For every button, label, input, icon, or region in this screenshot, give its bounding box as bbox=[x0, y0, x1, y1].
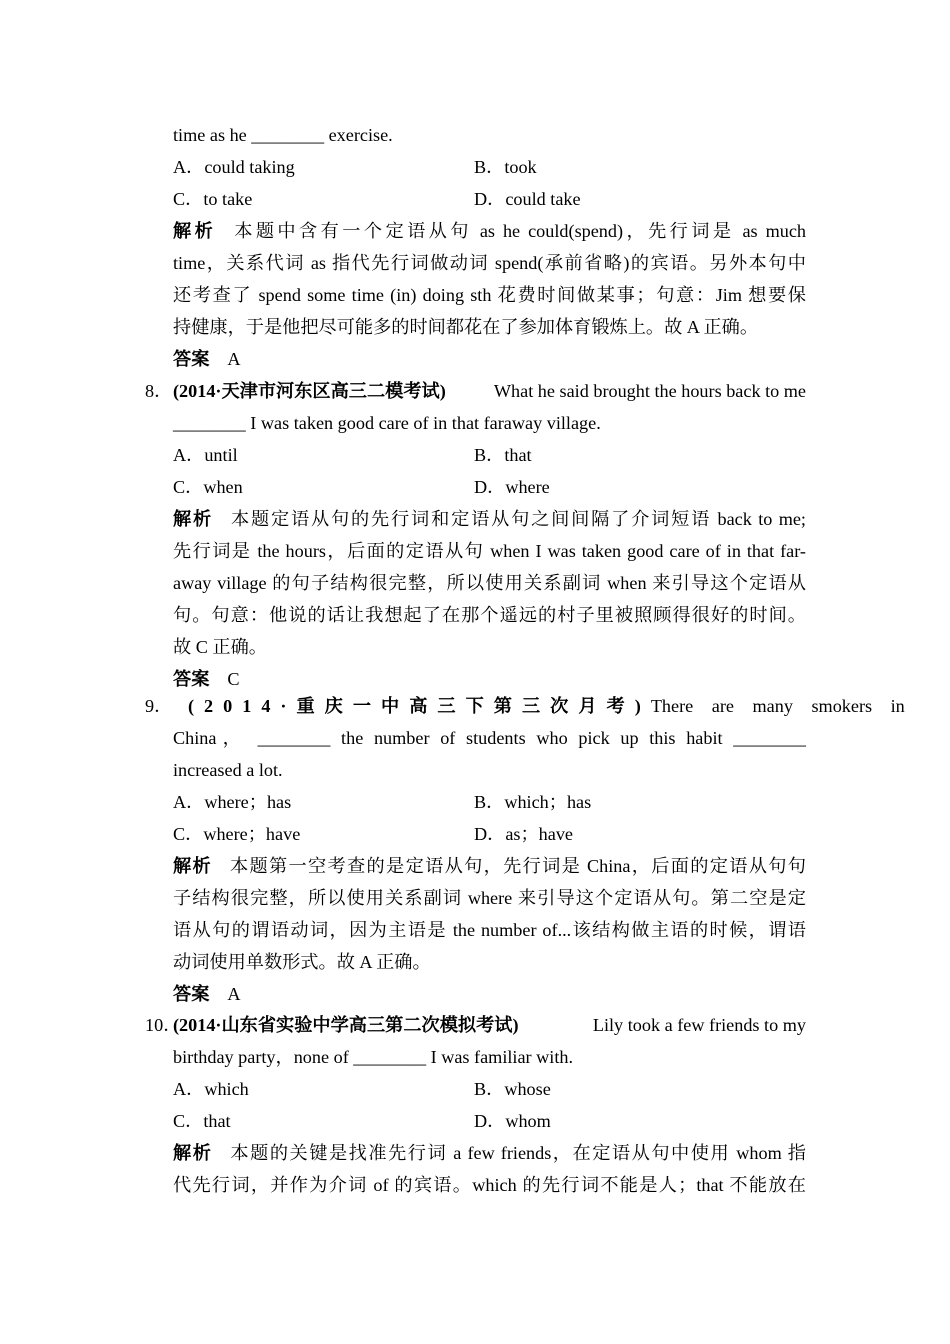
q9-stem-line-3: increased a lot. bbox=[173, 760, 283, 780]
q9-option-b: B．which；has bbox=[474, 792, 592, 812]
q7-analysis-line-3: 还考查了 spend some time (in) doing sth 花费时间做某事；句意：Jim 想要保 bbox=[173, 285, 806, 305]
q7-analysis-line-1 bbox=[173, 215, 806, 247]
q10-source: (2014·山东省实验中学高三第二次模拟考试) bbox=[173, 1015, 519, 1035]
q9-analysis-line-2: 子结构很完整，所以使用关系副词 where 来引导这个定语从句。第二空是定 bbox=[173, 888, 806, 908]
q10-stem-line-1 bbox=[0, 1009, 950, 1041]
q8-stem: What he said brought the hours back to me bbox=[493, 381, 806, 401]
analysis-text: 本题的关键是找准先行词 a few friends，在定语从句中使用 whom 指 bbox=[230, 1143, 806, 1163]
q8-stem-line-2: ________ I was taken good care of in that faraway village. bbox=[173, 413, 601, 433]
analysis-label: 解析 bbox=[173, 856, 213, 876]
q9-analysis-line-1 bbox=[173, 850, 806, 882]
q8-analysis-line-4: 句。句意：他说的话让我想起了在那个遥远的村子里被照顾得很好的时间。 bbox=[173, 605, 806, 625]
q8-source: (2014·天津市河东区高三二模考试) bbox=[173, 381, 446, 401]
q8-analysis-line-2: 先行词是 the hours，后面的定语从句 when I was taken good care of in that far- bbox=[173, 541, 806, 561]
q9-number: 9． bbox=[145, 696, 173, 716]
q8-option-d: D．where bbox=[474, 477, 550, 497]
q8-answer: C bbox=[227, 669, 240, 689]
q10-options-row-1 bbox=[0, 1073, 950, 1105]
q10-option-a: A．which bbox=[173, 1079, 249, 1099]
q10-analysis-line-1 bbox=[173, 1137, 806, 1169]
q10-stem-line-2: birthday party，none of ________ I was familiar with. bbox=[173, 1047, 574, 1067]
q9-options-row-2 bbox=[0, 818, 950, 850]
q8-number: 8． bbox=[145, 381, 173, 401]
q8-analysis-line-3: away village 的句子结构很完整，所以使用关系副词 when 来引导这个定语从 bbox=[173, 573, 806, 593]
q10-number: 10． bbox=[145, 1015, 182, 1035]
answer-label: 答案 bbox=[173, 669, 210, 689]
q7-analysis-line-4: 持健康，于是他把尽可能多的时间都花在了参加体育锻炼上。故 A 正确。 bbox=[173, 317, 759, 337]
analysis-text: 本题定语从句的先行词和定语从句之间间隔了介词短语 back to me; bbox=[231, 509, 806, 529]
analysis-text: 本题中含有一个定语从句 as he could(spend)，先行词是 as much bbox=[234, 221, 806, 241]
q9-source: (2014·重庆一中高三下第三次月考) bbox=[188, 696, 651, 716]
q7-options-row-2 bbox=[0, 183, 950, 215]
q8-analysis-line-1 bbox=[173, 503, 806, 535]
q10-analysis-line-2: 代先行词，并作为介词 of 的宾语。which 的先行词不能是人；that 不能放在 bbox=[173, 1175, 806, 1195]
q7-options-row-1 bbox=[0, 151, 950, 183]
q8-option-a: A．until bbox=[173, 445, 238, 465]
q9-stem: There are many smokers in bbox=[650, 696, 905, 716]
q7-answer: A bbox=[227, 349, 241, 369]
answer-label: 答案 bbox=[173, 984, 210, 1004]
q9-stem-line-2: China， ________ the number of students who pick up this habit ________ bbox=[173, 728, 806, 748]
q10-option-b: B．whose bbox=[474, 1079, 551, 1099]
q9-analysis-line-4: 动词使用单数形式。故 A 正确。 bbox=[173, 952, 431, 972]
analysis-label: 解析 bbox=[173, 509, 214, 529]
q10-stem: Lily took a few friends to my bbox=[592, 1015, 806, 1035]
q7-option-c: C．to take bbox=[173, 189, 253, 209]
q9-option-d: D．as；have bbox=[474, 824, 573, 844]
q8-option-c: C．when bbox=[173, 477, 243, 497]
analysis-label: 解析 bbox=[173, 1143, 213, 1163]
q9-analysis-line-3: 语从句的谓语动词，因为主语是 the number of...该结构做主语的时候，谓语 bbox=[173, 920, 806, 940]
q8-stem-line-1 bbox=[0, 375, 950, 407]
q9-option-c: C．where；have bbox=[173, 824, 301, 844]
q9-answer: A bbox=[227, 984, 241, 1004]
q7-option-a: A．could taking bbox=[173, 157, 295, 177]
q8-option-b: B．that bbox=[474, 445, 532, 465]
q9-options-row-1 bbox=[0, 786, 950, 818]
q9-option-a: A．where；has bbox=[173, 792, 292, 812]
q10-options-row-2 bbox=[0, 1105, 950, 1137]
q10-option-d: D．whom bbox=[474, 1111, 551, 1131]
q8-options-row-1 bbox=[0, 439, 950, 471]
q7-option-b: B．took bbox=[474, 157, 537, 177]
answer-label: 答案 bbox=[173, 349, 210, 369]
q9-answer-line bbox=[173, 978, 806, 1010]
analysis-text: 本题第一空考查的是定语从句，先行词是 China，后面的定语从句句 bbox=[230, 856, 806, 876]
q7-analysis-line-2: time，关系代词 as 指代先行词做动词 spend(承前省略)的宾语。另外本句中 bbox=[173, 253, 806, 273]
q7-answer-line bbox=[173, 343, 806, 375]
q8-options-row-2 bbox=[0, 471, 950, 503]
q10-option-c: C．that bbox=[173, 1111, 231, 1131]
q7-option-d: D．could take bbox=[474, 189, 581, 209]
q9-stem-line-1 bbox=[0, 690, 950, 722]
q7-stem-continuation: time as he ________ exercise. bbox=[173, 125, 393, 145]
q8-analysis-line-5: 故 C 正确。 bbox=[173, 637, 267, 657]
analysis-label: 解析 bbox=[173, 221, 217, 241]
